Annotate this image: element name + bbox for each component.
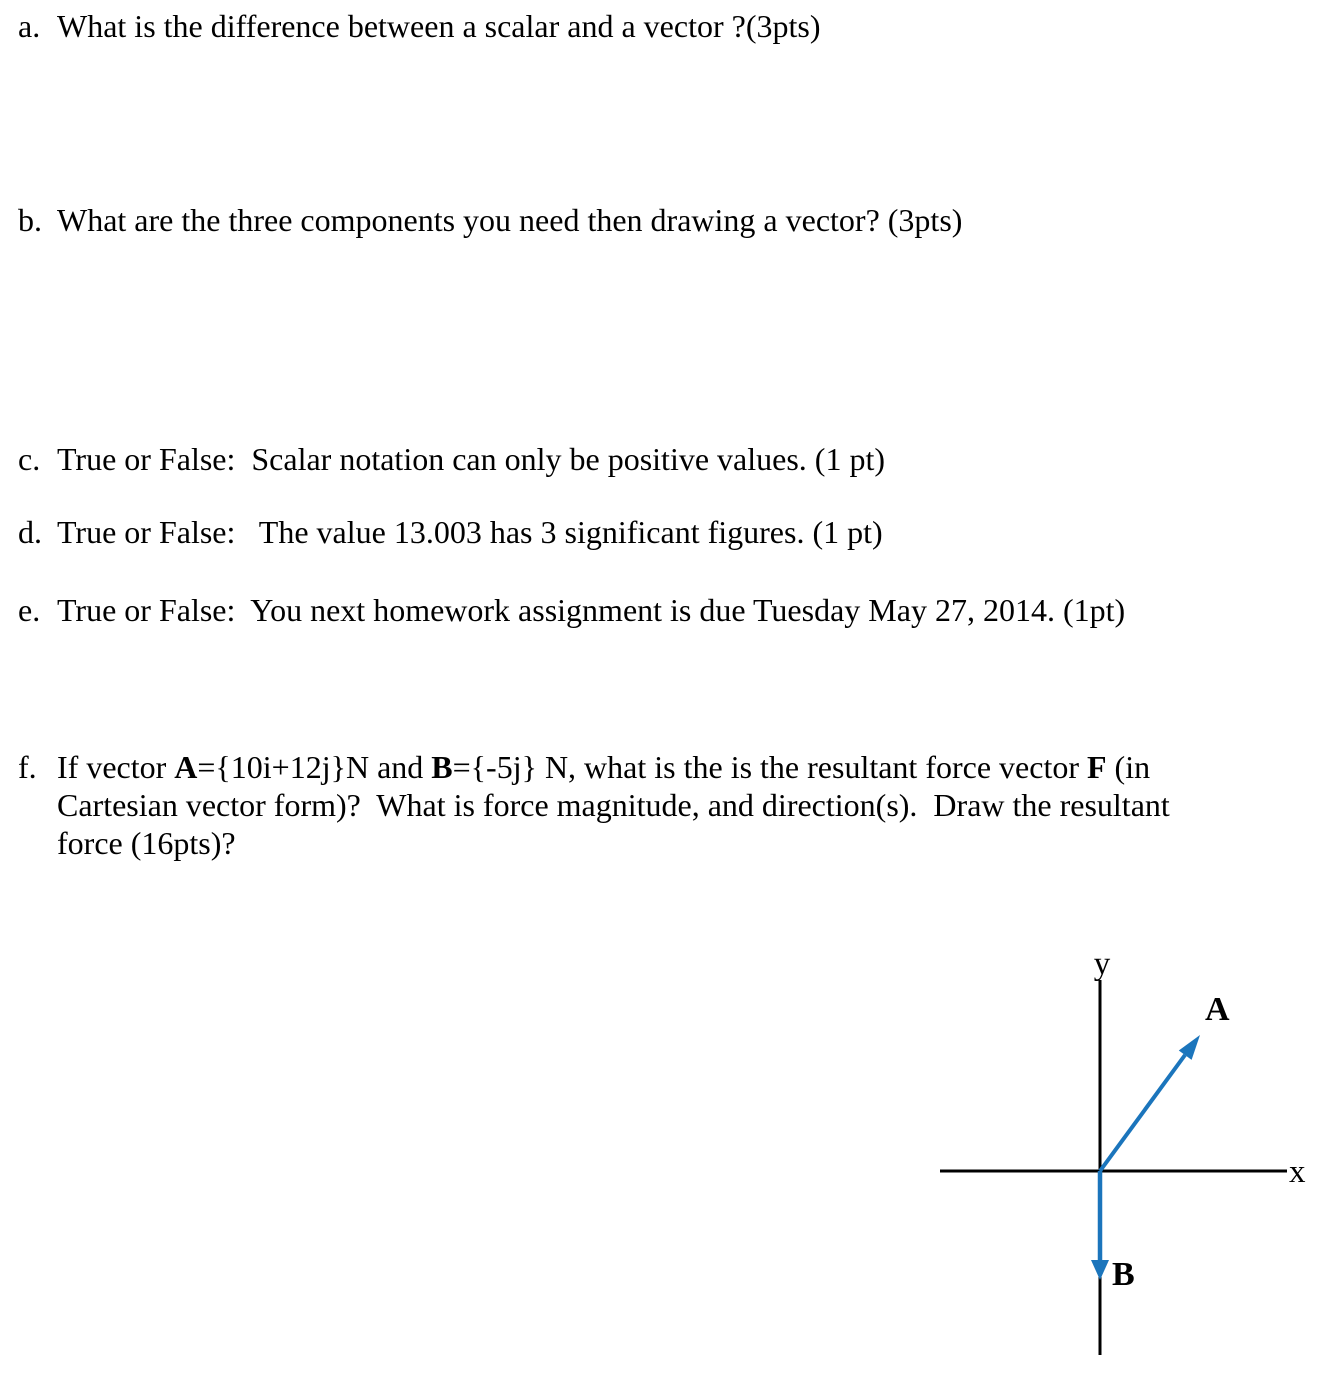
- question-c-label: c.: [18, 441, 41, 477]
- question-a-text: What is the difference between a scalar and a vector ?(3pts): [57, 8, 821, 44]
- question-f-seg6: (in Cartesian vector form)? What is force magnitude, and direction(s). Draw the resultant force (16pts)?: [57, 749, 1178, 861]
- question-f-seg4: ={-5j} N, what is the is the resultant force vector: [452, 749, 1087, 785]
- vector-b-label: B: [1112, 1256, 1135, 1293]
- question-d-label: d.: [18, 514, 42, 550]
- question-b-text: What are the three components you need then drawing a vector? (3pts): [57, 202, 963, 238]
- y-axis-label: y: [1093, 946, 1111, 982]
- question-f-seg0: If vector: [57, 749, 175, 785]
- x-axis-label: x: [1289, 1154, 1306, 1190]
- question-c-text: True or False: Scalar notation can only be positive values. (1 pt): [57, 441, 885, 477]
- question-d-text: True or False: The value 13.003 has 3 significant figures. (1 pt): [57, 514, 883, 550]
- vector-f-symbol: F: [1086, 749, 1107, 785]
- vector-a-symbol: A: [174, 749, 198, 785]
- question-f-seg2: ={10i+12j}N and: [197, 749, 432, 785]
- question-f-text: [57, 748, 1242, 862]
- vector-b-arrow: [1091, 1171, 1109, 1280]
- vector-b-symbol: B: [431, 749, 453, 785]
- question-a-label: a.: [18, 8, 41, 44]
- question-e-label: e.: [18, 592, 41, 628]
- vector-a-label: A: [1205, 991, 1230, 1028]
- question-b-label: b.: [18, 202, 42, 238]
- vector-diagram: [900, 930, 1330, 1386]
- vector-a-arrow: [1100, 1035, 1200, 1171]
- question-f-label: f.: [18, 749, 37, 785]
- question-e-text: True or False: You next homework assignment is due Tuesday May 27, 2014. (1pt): [57, 592, 1126, 628]
